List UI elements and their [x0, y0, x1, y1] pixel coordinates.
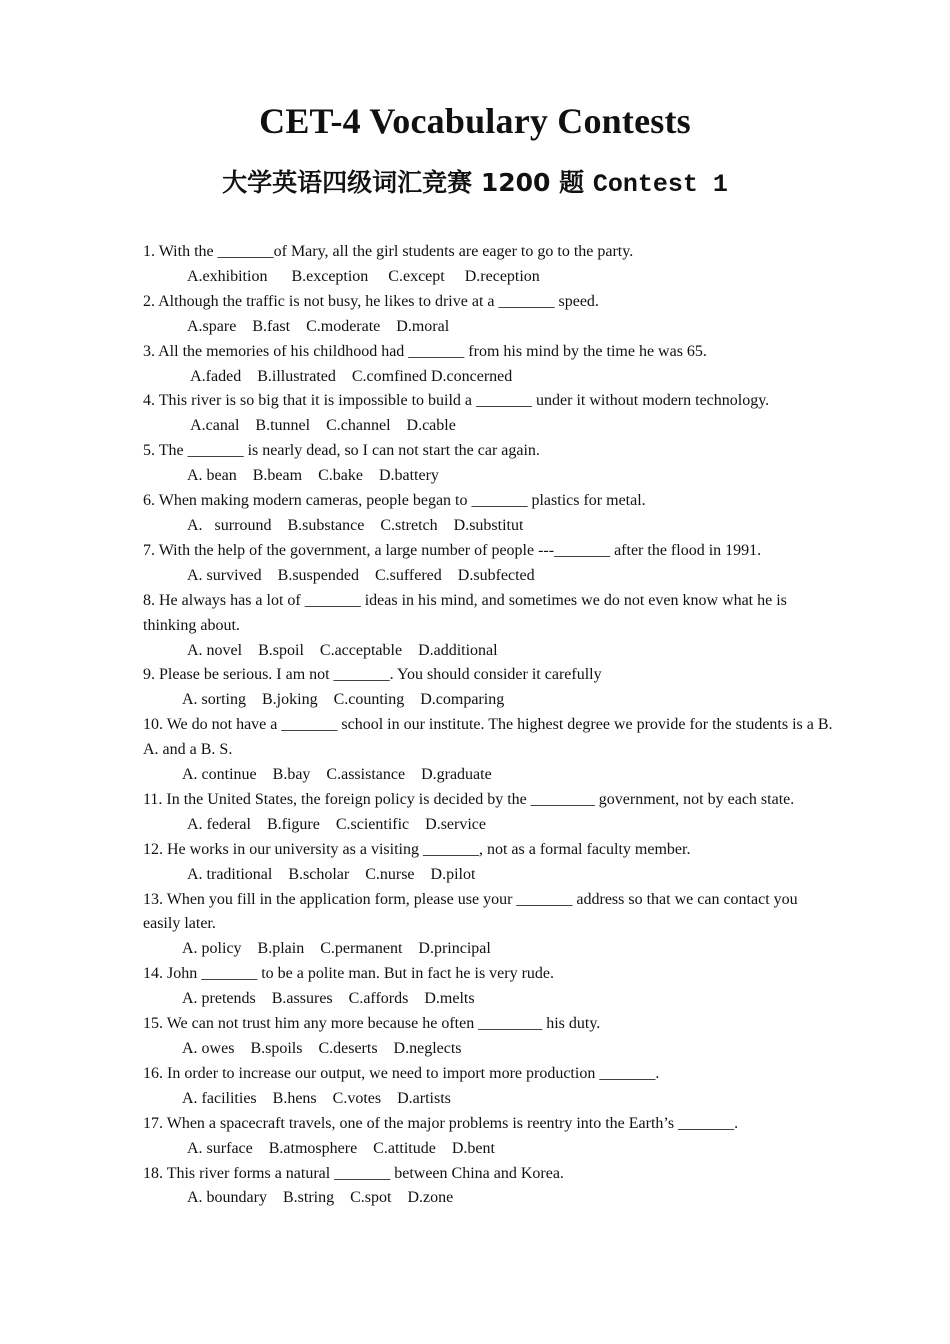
question-item [143, 389, 833, 439]
question-item [143, 713, 833, 788]
question-stem: 10. We do not have a _______ school in our institute. The highest degree we provide for the students is a B. A. and a B. S. [143, 716, 833, 759]
question-options: A. surface B.atmosphere C.attitude D.bent [187, 1139, 495, 1157]
question-stem: 8. He always has a lot of _______ ideas in his mind, and sometimes we do not even know what he is thinking about. [143, 591, 787, 634]
question-options: A. continue B.bay C.assistance D.graduate [182, 766, 492, 784]
question-item [143, 1162, 833, 1212]
question-options: A. policy B.plain C.permanent D.principal [182, 940, 491, 958]
question-options: A. owes B.spoils C.deserts D.neglects [182, 1040, 462, 1057]
question-options: A.faded B.illustrated C.comfined D.concerned [187, 367, 513, 385]
question-options: A.exhibition B.exception C.except D.reception [187, 267, 540, 285]
question-stem: 6. When making modern cameras, people began to _______ plastics for metal. [143, 492, 646, 510]
question-stem: 7. With the help of the government, a large number of people ---_______ after the flood in 1991. [143, 541, 762, 559]
question-item [143, 290, 833, 340]
question-item [143, 1062, 833, 1112]
question-item [143, 489, 833, 539]
question-stem: 13. When you fill in the application form, please use your _______ address so that we can contact you easily later. [143, 890, 798, 933]
question-stem: 2. Although the traffic is not busy, he likes to drive at a _______ speed. [143, 292, 599, 310]
subtitle-chinese: 大学英语四级词汇竞赛 1200 题 [222, 168, 593, 197]
question-stem: 9. Please be serious. I am not _______. You should consider it carefully [143, 666, 602, 684]
question-options: A. boundary B.string C.spot D.zone [187, 1189, 454, 1207]
question-stem: 11. In the United States, the foreign policy is decided by the ________ government, not by each state. [143, 790, 795, 808]
question-options: A. federal B.figure C.scientific D.service [187, 815, 487, 833]
question-item [143, 1012, 833, 1062]
question-options: A. novel B.spoil C.acceptable D.additional [187, 641, 498, 659]
question-stem: 15. We can not trust him any more because he often ________ his duty. [143, 1015, 601, 1033]
question-options: A. survived B.suspended C.suffered D.subfected [187, 566, 535, 584]
question-options: A.spare B.fast C.moderate D.moral [187, 317, 450, 335]
document-title: CET-4 Vocabulary Contests [259, 101, 691, 141]
question-item [143, 888, 833, 963]
question-item [143, 838, 833, 888]
question-options: A. facilities B.hens C.votes D.artists [182, 1089, 451, 1107]
question-stem: 4. This river is so big that it is impossible to build a _______ under it without modern technology. [143, 392, 770, 410]
question-options: A. bean B.beam C.bake D.battery [187, 467, 439, 485]
question-item [143, 589, 833, 664]
question-item [143, 962, 833, 1012]
question-item [143, 439, 833, 489]
question-stem: 5. The _______ is nearly dead, so I can not start the car again. [143, 442, 540, 460]
question-stem: 12. He works in our university as a visiting _______, not as a formal faculty member. [143, 840, 691, 858]
question-item [143, 1112, 833, 1162]
question-stem: 17. When a spacecraft travels, one of the major problems is reentry into the Earth’s _______. [143, 1114, 739, 1132]
question-item [143, 240, 833, 290]
document-subtitle [0, 163, 950, 199]
question-stem: 16. In order to increase our output, we need to import more production _______. [143, 1064, 660, 1082]
question-item [143, 788, 833, 838]
question-stem: 14. John _______ to be a polite man. But in fact he is very rude. [143, 965, 555, 983]
question-list [143, 240, 833, 1211]
question-options: A. traditional B.scholar C.nurse D.pilot [187, 865, 476, 883]
question-item [143, 539, 833, 589]
question-options: A.canal B.tunnel C.channel D.cable [187, 417, 456, 435]
question-stem: 18. This river forms a natural _______ between China and Korea. [143, 1164, 564, 1182]
question-stem: 1. With the _______of Mary, all the girl students are eager to go to the party. [143, 243, 634, 260]
question-options: A. sorting B.joking C.counting D.comparing [182, 691, 505, 709]
question-options: A. pretends B.assures C.affords D.melts [182, 990, 475, 1008]
question-options: A. surround B.substance C.stretch D.substitut [187, 516, 524, 534]
question-item [143, 663, 833, 713]
question-item [143, 340, 833, 390]
question-stem: 3. All the memories of his childhood had _______ from his mind by the time he was 65. [143, 342, 707, 360]
subtitle-contest: Contest 1 [592, 170, 728, 199]
